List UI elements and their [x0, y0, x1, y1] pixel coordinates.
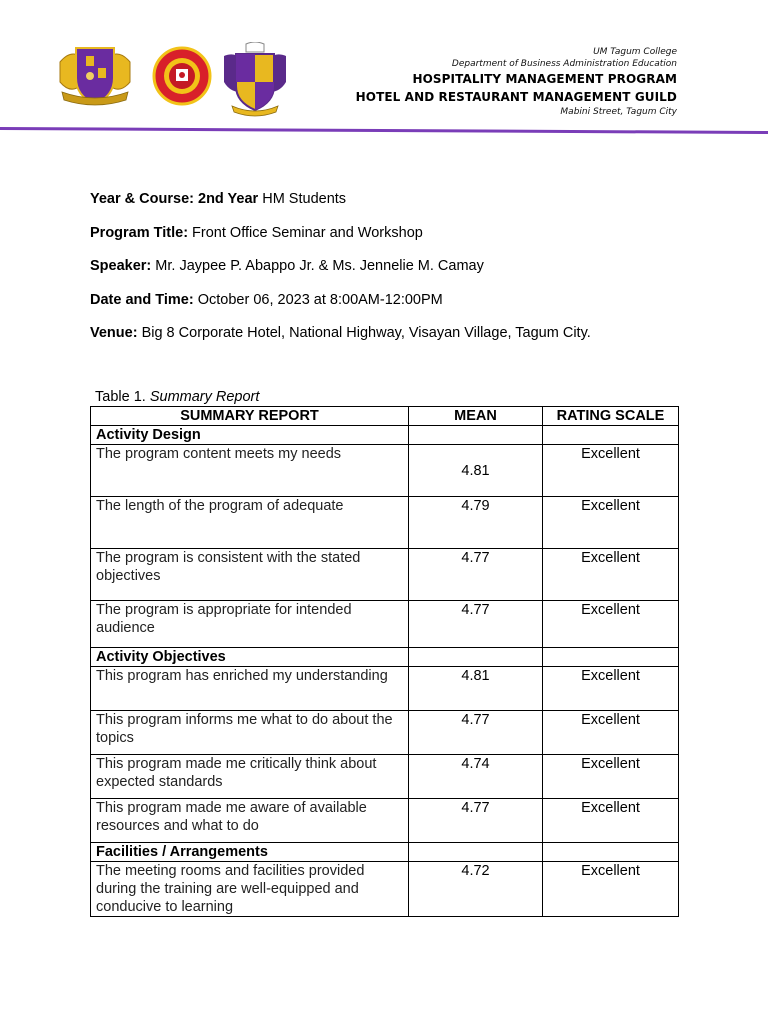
- venue-line: [90, 323, 591, 357]
- row-rating: Excellent: [543, 445, 679, 497]
- row-mean: 4.74: [409, 755, 543, 799]
- row-rating: Excellent: [543, 667, 679, 711]
- row-mean: 4.77: [409, 711, 543, 755]
- section-row-activity-objectives: [91, 648, 679, 667]
- column-header-summary: SUMMARY REPORT: [91, 407, 409, 426]
- row-item: This program made me critically think about expected standards: [91, 755, 409, 799]
- college-name: UM Tagum College: [593, 47, 677, 57]
- speaker-line: [90, 256, 591, 290]
- column-header-rating: RATING SCALE: [543, 407, 679, 426]
- row-rating: Excellent: [543, 549, 679, 601]
- row-mean: 4.77: [409, 549, 543, 601]
- section-title: Facilities / Arrangements: [91, 843, 409, 862]
- table-row: [91, 445, 679, 497]
- row-item: The program content meets my needs: [91, 445, 409, 497]
- table-row: [91, 862, 679, 917]
- row-mean: 4.77: [409, 601, 543, 648]
- year-course-label: Year & Course:: [90, 191, 198, 207]
- row-mean: 4.77: [409, 799, 543, 843]
- year-course-value: HM Students: [258, 191, 347, 207]
- program-name: HOSPITALITY MANAGEMENT PROGRAM: [412, 72, 677, 86]
- row-rating: Excellent: [543, 755, 679, 799]
- section-row-activity-design: [91, 426, 679, 445]
- year-course-line: [90, 189, 591, 223]
- row-mean: 4.81: [409, 667, 543, 711]
- program-info: [90, 189, 591, 357]
- speaker-value: Mr. Jaypee P. Abappo Jr. & Ms. Jennelie M. Camay: [151, 258, 484, 274]
- organization-block: [356, 46, 677, 118]
- section-title: Activity Objectives: [91, 648, 409, 667]
- row-rating: Excellent: [543, 862, 679, 917]
- table-caption-prefix: Table 1.: [95, 389, 150, 405]
- row-mean: 4.72: [409, 862, 543, 917]
- row-rating: Excellent: [543, 601, 679, 648]
- row-rating: Excellent: [543, 799, 679, 843]
- year-course-bold: 2nd Year: [198, 191, 259, 207]
- guild-name: HOTEL AND RESTAURANT MANAGEMENT GUILD: [355, 90, 677, 104]
- row-mean: 4.79: [409, 497, 543, 549]
- row-item: The meeting rooms and facilities provided during the training are well-equipped and conducive to learning: [91, 862, 409, 917]
- table-row: [91, 549, 679, 601]
- table-row: [91, 711, 679, 755]
- department-crest-icon: [56, 42, 134, 108]
- hrm-guild-crest-icon: [220, 42, 290, 118]
- um-tagum-college-seal-icon: [152, 42, 212, 112]
- section-title: Activity Design: [91, 426, 409, 445]
- row-item: This program made me aware of available resources and what to do: [91, 799, 409, 843]
- table-row: [91, 667, 679, 711]
- program-title-label: Program Title:: [90, 224, 189, 241]
- program-title-line: [90, 223, 591, 257]
- table-row: [91, 799, 679, 843]
- column-header-mean: MEAN: [409, 407, 543, 426]
- date-time-value: October 06, 2023 at 8:00AM-12:00PM: [193, 291, 443, 308]
- table-row: [91, 601, 679, 648]
- row-item: The length of the program of adequate: [91, 497, 409, 549]
- venue-value: Big 8 Corporate Hotel, National Highway, Visayan Village, Tagum City.: [137, 325, 591, 341]
- program-title-value: Front Office Seminar and Workshop: [188, 224, 423, 241]
- row-rating: Excellent: [543, 711, 679, 755]
- table-row: [91, 497, 679, 549]
- header-divider: [0, 124, 768, 136]
- table-caption-title: Summary Report: [149, 389, 260, 405]
- row-item: The program is consistent with the stated objectives: [91, 549, 409, 601]
- section-row-facilities: [91, 843, 679, 862]
- venue-label: Venue:: [90, 325, 138, 341]
- row-rating: Excellent: [543, 497, 679, 549]
- address: Mabini Street, Tagum City: [560, 107, 677, 117]
- speaker-label: Speaker:: [90, 258, 152, 274]
- date-time-label: Date and Time:: [90, 291, 194, 308]
- table-row: [91, 755, 679, 799]
- date-time-line: [90, 290, 591, 324]
- row-item: This program has enriched my understanding: [91, 667, 409, 711]
- table-caption: [95, 388, 259, 406]
- row-item: The program is appropriate for intended audience: [91, 601, 409, 648]
- row-mean: 4.81: [409, 445, 543, 497]
- table-header-row: [91, 407, 679, 426]
- letterhead: [0, 0, 768, 140]
- summary-report-table: [90, 406, 679, 917]
- row-item: This program informs me what to do about the topics: [91, 711, 409, 755]
- department-name: Department of Business Administration Education: [451, 59, 677, 69]
